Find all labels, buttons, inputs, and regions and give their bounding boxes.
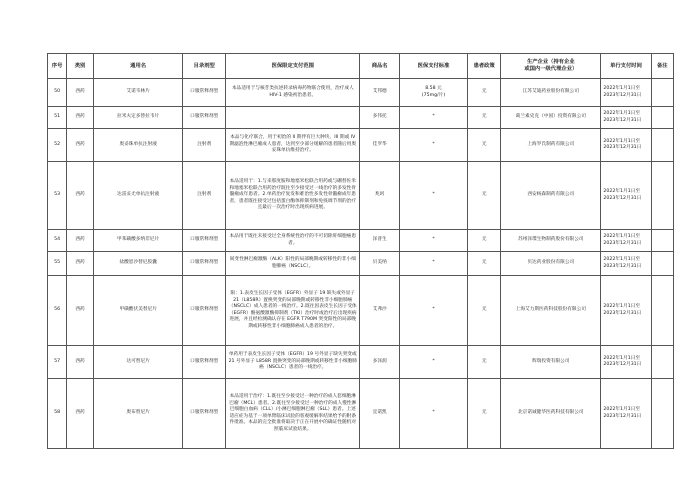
cell-company: 江苏艾迪药业股份有限公司 bbox=[501, 79, 601, 107]
header-self-pay: 患者政策 bbox=[468, 54, 501, 79]
cell-period bbox=[601, 252, 651, 276]
cell-dosage-form: 口服常释剂型 bbox=[183, 276, 226, 346]
cell-category: 西药 bbox=[67, 346, 94, 379]
cell-standard bbox=[399, 230, 467, 252]
cell-scope: 限：1.表皮生长因子受体（EGFR）外显子 19 缺失或外显子 21（L858R）置换突变的局部晚期或转移性非小细胞肺癌（NSCLC）成人患者的一线治疗。2.既往因表皮生长因子受体（EGFR）酪氨酸激酶抑制剂（TKI）治疗时或治疗后出现疾病进展，并且经检测确认存在 EGFR T790M 突变阳性的局部晚期或转移性非小细胞肺癌成人患者的治疗。 bbox=[226, 276, 360, 346]
table-row bbox=[48, 346, 674, 379]
header-company-line1: 生产企业（持有企业 bbox=[526, 59, 575, 65]
table-row bbox=[48, 107, 674, 129]
cell-dosage-form: 口服常释剂型 bbox=[183, 79, 226, 107]
cell-category: 西药 bbox=[67, 129, 94, 162]
standard-line: * bbox=[432, 237, 435, 243]
cell-generic-name: 艾诺韦林片 bbox=[93, 79, 183, 107]
cell-product-name: 宜诺凯 bbox=[360, 379, 399, 449]
period-line: 2023年12月31日 bbox=[603, 117, 642, 123]
cell-product-name: 泽普生 bbox=[360, 230, 399, 252]
cell-product-name: 多泽润 bbox=[360, 346, 399, 379]
cell-scope: 间变性淋巴瘤激酶（ALK）阳性的局部晚期或转移性的非小细胞肺癌（NSCLC）。 bbox=[226, 252, 360, 276]
cell-scope: 本品适用于：1.与来那度胺和地塞米松联合用药或与硼替佐米和地塞米松联合用药治疗既往至少接受过一线治疗的多发性骨髓瘤成年患者。2.单药治疗复发和难治性多发性骨髓瘤成年患者，患者既往接受过包括蛋白酶体抑制剂和免疫调节剂的治疗且最后一次治疗时出现疾病进展。 bbox=[226, 162, 360, 230]
cell-no: 54 bbox=[48, 230, 67, 252]
header-company bbox=[501, 54, 601, 79]
cell-company: 上海罗氏制药有限公司 bbox=[501, 129, 601, 162]
period-line: 2022年1月1日至 bbox=[603, 355, 641, 361]
period-line: 2022年1月1日至 bbox=[603, 304, 641, 309]
table-row bbox=[48, 379, 674, 449]
cell-no: 53 bbox=[48, 162, 67, 230]
cell-no: 51 bbox=[48, 107, 67, 129]
cell-standard bbox=[399, 252, 467, 276]
standard-line: * bbox=[432, 192, 435, 198]
table-row bbox=[48, 162, 674, 230]
cell-scope bbox=[226, 107, 360, 129]
cell-dosage-form: 口服常释剂型 bbox=[183, 252, 226, 276]
cell-remark bbox=[651, 276, 673, 346]
cell-standard bbox=[399, 346, 467, 379]
header-dosage-form: 目录剂型 bbox=[183, 54, 226, 79]
cell-period bbox=[601, 129, 651, 162]
table-row bbox=[48, 252, 674, 276]
period-line: 2023年12月31日 bbox=[603, 263, 642, 269]
standard-line: * bbox=[432, 307, 435, 313]
cell-generic-name: 达雷妥尤单抗注射液 bbox=[93, 162, 183, 230]
period-line: 2023年12月31日 bbox=[603, 413, 642, 419]
cell-product-name: 多伟托 bbox=[360, 107, 399, 129]
period-line: 2023年12月31日 bbox=[603, 310, 642, 316]
cell-standard bbox=[399, 107, 467, 129]
cell-no: 55 bbox=[48, 252, 67, 276]
cell-self-pay: 无 bbox=[468, 79, 501, 107]
period-line: 2023年12月31日 bbox=[603, 145, 642, 150]
cell-product-name: 兆珂 bbox=[360, 162, 399, 230]
header-scope: 医保限定支付范围 bbox=[226, 54, 360, 79]
header-remark: 备注 bbox=[651, 54, 673, 79]
period-line: 2022年1月1日至 bbox=[603, 257, 641, 262]
header-company-line2: 或国内一级代理企业） bbox=[524, 66, 578, 72]
cell-category: 西药 bbox=[67, 107, 94, 129]
cell-dosage-form: 口服常释剂型 bbox=[183, 107, 226, 129]
cell-standard bbox=[399, 276, 467, 346]
standard-line: 8.58 元 bbox=[425, 86, 442, 91]
cell-remark bbox=[651, 252, 673, 276]
cell-remark bbox=[651, 230, 673, 252]
cell-standard bbox=[399, 129, 467, 162]
cell-self-pay: 无 bbox=[468, 346, 501, 379]
cell-generic-name: 奥布替尼片 bbox=[93, 379, 183, 449]
table-row bbox=[48, 79, 674, 107]
standard-line: * bbox=[432, 410, 435, 416]
cell-period bbox=[601, 79, 651, 107]
cell-generic-name: 盐酸恩沙替尼胶囊 bbox=[93, 252, 183, 276]
header-product-name: 商品名 bbox=[360, 54, 399, 79]
header-generic-name: 通用名 bbox=[93, 54, 183, 79]
cell-generic-name: 甲磺酸伏美替尼片 bbox=[93, 276, 183, 346]
header-category: 类别 bbox=[67, 54, 94, 79]
table-header-row bbox=[48, 54, 674, 79]
table-row bbox=[48, 230, 674, 252]
cell-remark bbox=[651, 379, 673, 449]
cell-period bbox=[601, 162, 651, 230]
cell-product-name: 佳罗华 bbox=[360, 129, 399, 162]
cell-generic-name: 达可替尼片 bbox=[93, 346, 183, 379]
cell-company: 苏州泽璟生物制药股份有限公司 bbox=[501, 230, 601, 252]
cell-company: 辉瑞投资有限公司 bbox=[501, 346, 601, 379]
period-line: 2022年1月1日至 bbox=[603, 86, 641, 91]
header-period: 单行支付时间 bbox=[601, 54, 651, 79]
cell-scope: 单药用于表皮生长因子受体（EGFR）19 号外显子缺失突变或 21 号外显子 L858R 置换突变的局部晚期或转移性非小细胞肺癌（NSCLC）患者的一线治疗。 bbox=[226, 346, 360, 379]
cell-remark bbox=[651, 79, 673, 107]
standard-line: * bbox=[432, 141, 435, 147]
cell-period bbox=[601, 230, 651, 252]
cell-self-pay: 无 bbox=[468, 129, 501, 162]
table-row bbox=[48, 276, 674, 346]
cell-generic-name: 奥妥珠单抗注射液 bbox=[93, 129, 183, 162]
cell-self-pay: 无 bbox=[468, 276, 501, 346]
header-standard: 医保支付标准 bbox=[399, 54, 467, 79]
cell-company: 西安杨森制药有限公司 bbox=[501, 162, 601, 230]
cell-no: 50 bbox=[48, 79, 67, 107]
cell-no: 56 bbox=[48, 276, 67, 346]
cell-dosage-form: 口服常释剂型 bbox=[183, 346, 226, 379]
cell-period bbox=[601, 107, 651, 129]
cell-category: 西药 bbox=[67, 379, 94, 449]
cell-company: 贝达药业股份有限公司 bbox=[501, 252, 601, 276]
period-line: 2023年12月31日 bbox=[603, 362, 642, 367]
cell-remark bbox=[651, 162, 673, 230]
cell-category: 西药 bbox=[67, 276, 94, 346]
cell-scope: 本品与化疗联合，用于初治的 II 期伴有巨大肿块、III 期或 IV 期滤泡性淋巴瘤成人患者，达到至少部分缓解的患者随后用奥妥珠单抗维持治疗。 bbox=[226, 129, 360, 162]
cell-product-name: 艾弗沙 bbox=[360, 276, 399, 346]
cell-self-pay: 无 bbox=[468, 162, 501, 230]
cell-period bbox=[601, 379, 651, 449]
cell-dosage-form: 注射剂 bbox=[183, 129, 226, 162]
cell-scope: 本品适用于与核苷类抗逆转录病毒药物联合使用，治疗成人 HIV-1 感染初治患者。 bbox=[226, 79, 360, 107]
cell-no: 52 bbox=[48, 129, 67, 162]
cell-generic-name: 拉米夫定多替拉韦片 bbox=[93, 107, 183, 129]
period-line: 2023年12月31日 bbox=[603, 92, 642, 98]
cell-category: 西药 bbox=[67, 162, 94, 230]
standard-line: * bbox=[432, 358, 435, 364]
cell-remark bbox=[651, 129, 673, 162]
cell-scope: 本品适用于治疗：1.既往至少接受过一种治疗的成人套细胞淋巴瘤（MCL）患者。2.既往至少接受过一种治疗的成人慢性淋巴细胞白血病（CLL）/小淋巴细胞淋巴瘤（SLL）患者。上述适应症为基于一项单臂临床试验的客观缓解率结果给予的附条件批准。本品的完全批准将取决于正在开展中的确证性随机对照临床试验结果。 bbox=[226, 379, 360, 449]
cell-dosage-form: 口服常释剂型 bbox=[183, 230, 226, 252]
cell-self-pay: 无 bbox=[468, 252, 501, 276]
period-line: 2022年1月1日至 bbox=[603, 407, 641, 412]
cell-category: 西药 bbox=[67, 79, 94, 107]
cell-company: 上海艾力斯医药科技股份有限公司 bbox=[501, 276, 601, 346]
cell-no: 58 bbox=[48, 379, 67, 449]
cell-scope: 本品用于既往未接受过全身系统性治疗的不可切除肝细胞癌患者。 bbox=[226, 230, 360, 252]
standard-line: (75mg/片) bbox=[421, 92, 446, 98]
period-line: 2022年1月1日至 bbox=[603, 111, 641, 116]
table-row bbox=[48, 129, 674, 162]
cell-self-pay: 无 bbox=[468, 379, 501, 449]
cell-category: 西药 bbox=[67, 252, 94, 276]
period-line: 2022年1月1日至 bbox=[603, 189, 641, 194]
cell-company: 北京诺诚健华医药科技有限公司 bbox=[501, 379, 601, 449]
cell-standard bbox=[399, 379, 467, 449]
cell-self-pay: 无 bbox=[468, 107, 501, 129]
cell-remark bbox=[651, 107, 673, 129]
period-line: 2023年12月31日 bbox=[603, 240, 642, 246]
period-line: 2022年1月1日至 bbox=[603, 234, 641, 239]
cell-product-name: 贝美纳 bbox=[360, 252, 399, 276]
cell-standard bbox=[399, 79, 467, 107]
drug-list-table bbox=[47, 53, 674, 449]
standard-line: * bbox=[432, 260, 435, 266]
cell-company: 葛兰素史克（中国）投资有限公司 bbox=[501, 107, 601, 129]
cell-dosage-form: 口服常释剂型 bbox=[183, 379, 226, 449]
cell-no: 57 bbox=[48, 346, 67, 379]
cell-dosage-form: 注射剂 bbox=[183, 162, 226, 230]
period-line: 2023年12月31日 bbox=[603, 195, 642, 201]
header-no: 序号 bbox=[48, 54, 67, 79]
cell-product-name: 艾邦德 bbox=[360, 79, 399, 107]
cell-standard bbox=[399, 162, 467, 230]
cell-remark bbox=[651, 346, 673, 379]
period-line: 2022年1月1日至 bbox=[603, 138, 641, 144]
cell-category: 西药 bbox=[67, 230, 94, 252]
standard-line: * bbox=[432, 114, 435, 120]
cell-self-pay: 无 bbox=[468, 230, 501, 252]
cell-period bbox=[601, 276, 651, 346]
cell-period bbox=[601, 346, 651, 379]
cell-generic-name: 甲苯磺酸多纳非尼片 bbox=[93, 230, 183, 252]
